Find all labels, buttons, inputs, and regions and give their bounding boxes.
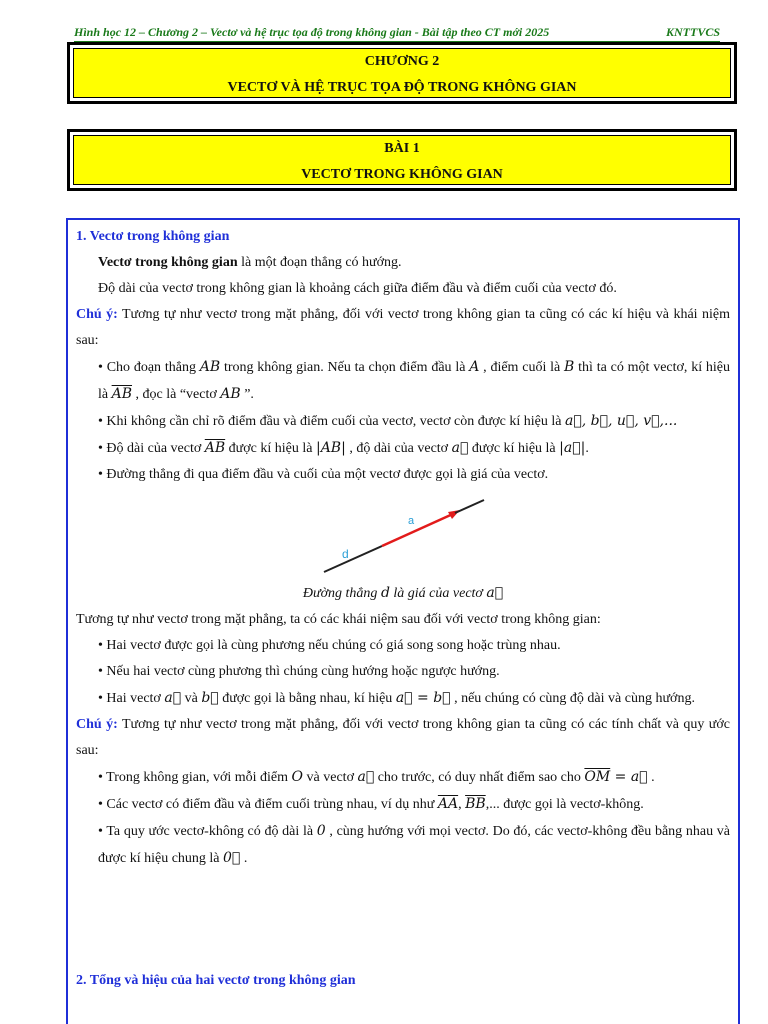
- vector-label-a: a: [408, 515, 415, 527]
- line-label-d: d: [342, 547, 349, 561]
- chapter-number: CHƯƠNG 2: [364, 54, 440, 69]
- page-header: [74, 25, 720, 42]
- chapter-title: VECTƠ VÀ HỆ TRỤC TỌA ĐỘ TRONG KHÔNG GIAN: [227, 80, 577, 95]
- similar-concepts-intro: Tương tự như vectơ trong mặt phẳng, ta có các khái niệm sau đối với vectơ trong không gian:: [76, 612, 601, 627]
- note-2: Chú ý: Tương tự như vectơ trong mặt phẳng, đối với vectơ trong không gian ta cũng có các tính chất và quy ước sau:: [76, 717, 730, 758]
- header-title: Hình học 12 – Chương 2 – Vectơ và hệ trục tọa độ trong không gian - Bài tập theo CT mới 2025: [74, 25, 550, 39]
- vector-definition: Vectơ trong không gian là một đoạn thẳng có hướng.: [98, 255, 402, 270]
- figure-caption: Đường thẳng d là giá của vectơ a⃗: [302, 585, 504, 601]
- note-1: Chú ý: Tương tự như vectơ trong mặt phẳng, đối với vectơ trong không gian ta cũng có các kí hiệu và khái niệm sau:: [76, 307, 730, 348]
- section1-heading: 1. Vectơ trong không gian: [76, 229, 230, 244]
- bullet-zero-vectors: • Các vectơ có điểm đầu và điểm cuối trùng nhau, ví dụ như $\overline{AA}$, $\overline{BB}$,... được gọi là vectơ-không.: [98, 796, 644, 812]
- section2-heading: 2. Tổng và hiệu của hai vectơ trong không gian: [76, 973, 356, 988]
- bullet-alternative-notation: • Khi không cần chỉ rõ điểm đầu và điểm cuối của vectơ, vectơ còn được kí hiệu là a⃗, b⃗, u⃗, v⃗,...: [98, 413, 678, 429]
- chapter-title-box: [67, 42, 737, 104]
- length-definition: Độ dài của vectơ trong không gian là khoảng cách giữa điểm đầu và điểm cuối của vectơ đó.: [98, 281, 617, 296]
- line-d-left: [324, 546, 382, 572]
- bullet-direction: • Nếu hai vectơ cùng phương thì chúng cùng hướng hoặc ngược hướng.: [98, 664, 500, 679]
- vector-a-segment: [382, 513, 455, 546]
- bullet-support-line: • Đường thẳng đi qua điểm đầu và cuối của một vectơ được gọi là giá của vectơ.: [98, 467, 549, 482]
- bullet-length-notation: • Độ dài của vectơ $\overline{AB}$ được kí hiệu là |AB| , độ dài của vectơ a⃗ được kí hiệu là |a⃗|.: [98, 440, 589, 456]
- header-series: KNTTVCS: [665, 25, 720, 39]
- lesson-title: VECTƠ TRONG KHÔNG GIAN: [301, 167, 503, 182]
- bullet-unique-point: • Trong không gian, với mỗi điểm O và vectơ a⃗ cho trước, có duy nhất điểm sao cho $\overline{OM}$ = a⃗ .: [98, 769, 655, 785]
- lesson-title-box: [67, 129, 737, 191]
- line-d-right: [455, 500, 484, 513]
- bullet-notation: • Cho đoạn thẳng AB trong không gian. Nếu ta chọn điểm đầu là A , điểm cuối là B thì ta có một vectơ, kí hiệu là $\overline{AB}$ , đọc là “vectơ AB ”.: [98, 359, 731, 402]
- content-box: [66, 218, 740, 1024]
- lesson-number: BÀI 1: [384, 141, 420, 156]
- bullet-collinear: • Hai vectơ được gọi là cùng phương nếu chúng có giá song song hoặc trùng nhau.: [98, 638, 561, 653]
- support-line-figure: [76, 488, 730, 580]
- support-line-diagram: [76, 488, 750, 580]
- bullet-zero-vector-convention: • Ta quy ước vectơ-không có độ dài là 0 , cùng hướng với mọi vectơ. Do đó, các vectơ-không đều bằng nhau và được kí hiệu chung là 0⃗ .: [98, 823, 730, 866]
- bullet-equal-vectors: • Hai vectơ a⃗ và b⃗ được gọi là bằng nhau, kí hiệu a⃗ = b⃗ , nếu chúng có cùng độ dài và cùng hướng.: [98, 690, 695, 706]
